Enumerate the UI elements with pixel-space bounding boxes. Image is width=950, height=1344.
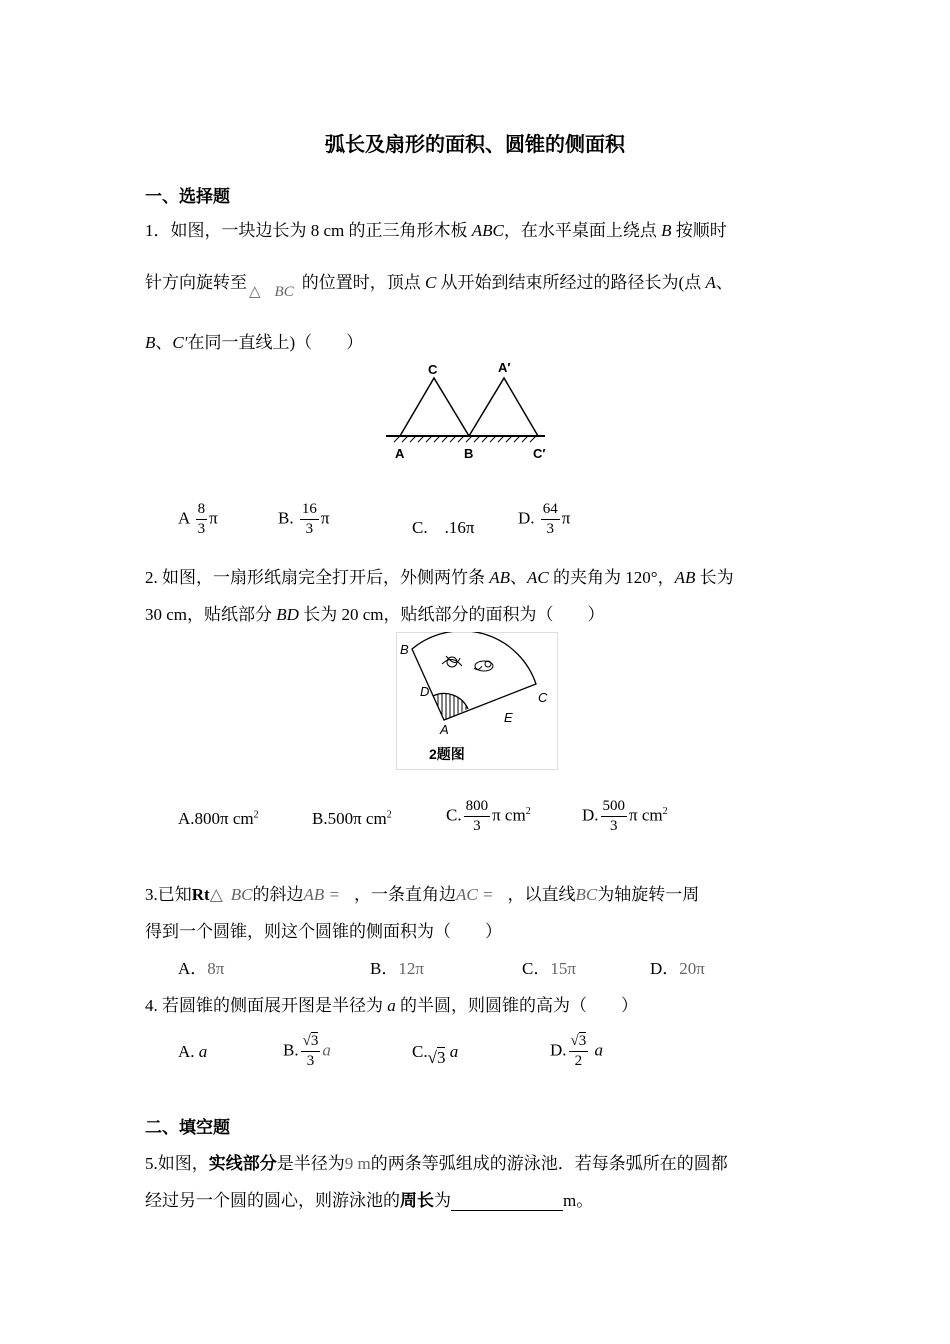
q2-label-c: C xyxy=(538,690,548,705)
q1-text: 1．如图，一块边长为 8 cm 的正三角形木板 xyxy=(145,221,472,240)
q4-text: 4. 若圆锥的侧面展开图是半径为 xyxy=(145,996,388,1015)
q1-option-b-fraction xyxy=(300,500,319,539)
q1-triangle-bc: BC xyxy=(274,284,294,300)
q3-rt: Rt xyxy=(191,885,210,904)
q4-a: a xyxy=(322,1040,331,1060)
q3-text: 3.已知 xyxy=(145,885,192,904)
superscript-2: 2 xyxy=(253,809,259,821)
q3-option-d-value: 20π xyxy=(679,959,705,978)
q5-bold-perimeter: 周长 xyxy=(400,1191,434,1210)
q2-line1 xyxy=(145,563,734,588)
q1-label-a-prime: A′ xyxy=(498,360,511,375)
fraction-numerator: 8 xyxy=(196,500,208,520)
q2-ab: AB xyxy=(489,568,511,587)
q5-text: 为 xyxy=(434,1191,451,1210)
fraction-numerator: 800 xyxy=(464,797,491,817)
q1-sep: 、 xyxy=(155,333,173,352)
q1-option-a-fraction xyxy=(196,500,208,539)
q3-bc: BC xyxy=(575,885,598,904)
q2-option-c xyxy=(446,797,531,836)
q1-figure xyxy=(380,358,555,468)
q1-triangle-rotated xyxy=(469,378,538,436)
q5-line1 xyxy=(145,1149,728,1174)
q3-ab-eq: AB = xyxy=(303,885,341,904)
q2-line2 xyxy=(145,600,604,625)
q2-sep: 、 xyxy=(510,568,528,587)
q1-option-d xyxy=(518,500,570,539)
q1-option-a-label: A xyxy=(178,508,190,528)
q4-option-d-label: D. xyxy=(550,1040,567,1060)
q3-option-b-value: 12π xyxy=(398,959,424,978)
q1-c: C xyxy=(424,273,437,292)
fraction-numerator xyxy=(301,1032,321,1052)
q3-text: 的斜边 xyxy=(252,885,304,904)
q3-option-a xyxy=(178,954,224,979)
q2-label-a: A xyxy=(440,722,449,737)
q5-unit: m。 xyxy=(563,1191,594,1210)
superscript-2: 2 xyxy=(386,809,392,821)
q2-option-d-label: D. xyxy=(582,805,599,825)
q4-text: 的半圆，则圆锥的高为（ ） xyxy=(395,996,638,1015)
q2-option-d xyxy=(582,797,668,836)
q1-c-prime: C′ xyxy=(172,333,188,352)
q2-text: 2. 如图，一扇形纸扇完全打开后，外侧两竹条 xyxy=(145,568,490,587)
superscript-2: 2 xyxy=(525,805,531,817)
q2-figure xyxy=(396,632,558,770)
q1-text: 的位置时，顶点 xyxy=(301,273,425,292)
q1-option-d-fraction xyxy=(541,500,560,539)
q3-option-c-value: 15π xyxy=(550,959,576,978)
fraction-denominator: 3 xyxy=(546,521,555,537)
q2-ab: AB xyxy=(674,568,696,587)
q1-label-b: B xyxy=(464,446,474,461)
q1-sep: 、 xyxy=(715,273,733,292)
q1-line2 xyxy=(145,268,733,300)
q2-figure-caption: 2题图 xyxy=(429,746,465,762)
q2-option-d-fraction xyxy=(601,797,628,836)
pi-symbol: π xyxy=(320,508,330,528)
q2-text: 长为 xyxy=(695,568,734,587)
q1-option-c: C. .16π xyxy=(412,518,475,537)
q3-option-c xyxy=(522,954,576,979)
q1-a: A xyxy=(705,273,716,292)
superscript-2: 2 xyxy=(662,805,668,817)
sqrt-icon: √ xyxy=(427,1048,437,1067)
q2-text: 长为 20 cm，贴纸部分的面积为（ ） xyxy=(298,605,605,624)
q3-option-b-label: B． xyxy=(370,959,399,978)
section-heading-fill: 二、填空题 xyxy=(145,1118,230,1137)
fraction-denominator: 3 xyxy=(473,818,481,834)
q3-text: ，以直线 xyxy=(507,885,576,904)
q1-b: B xyxy=(661,221,672,240)
q1-label-c-prime: C′ xyxy=(533,446,546,461)
fraction-numerator: 500 xyxy=(601,797,628,817)
q2-option-c-fraction xyxy=(464,797,491,836)
q2-option-a xyxy=(178,809,259,829)
q1-label-a: A xyxy=(395,446,405,461)
q5-line2 xyxy=(145,1186,593,1211)
q4-option-d xyxy=(550,1032,603,1071)
pi-symbol: π xyxy=(209,508,218,528)
q4-option-c-label: C. xyxy=(412,1042,428,1061)
radicand: 3 xyxy=(578,1033,587,1049)
q3-option-b xyxy=(370,954,424,979)
pi-cm: π cm xyxy=(629,805,663,825)
q3-ac-eq: AC = xyxy=(456,885,494,904)
q4-option-b-label: B. xyxy=(283,1040,299,1060)
q3-line2: 得到一个圆锥，则这个圆锥的侧面积为（ ） xyxy=(145,922,502,941)
fraction-numerator: 64 xyxy=(541,500,560,520)
q4-a: a xyxy=(198,1042,208,1061)
q4-option-d-fraction xyxy=(569,1032,589,1071)
q4-option-b-fraction xyxy=(301,1032,321,1071)
q3-option-a-label: A． xyxy=(178,959,208,978)
q3-text: ，一条直角边 xyxy=(354,885,457,904)
q1-triangle-abc xyxy=(400,378,469,436)
pi-cm: π cm xyxy=(492,805,526,825)
q2-option-c-label: C. xyxy=(446,805,462,825)
q4-option-a xyxy=(178,1042,207,1062)
fraction-numerator: 16 xyxy=(300,500,319,520)
q1-text: 针方向旋转至 xyxy=(145,273,247,292)
q3-option-d-label: D． xyxy=(650,959,680,978)
q4-option-c xyxy=(412,1042,459,1067)
sqrt-icon: √ xyxy=(570,1033,579,1049)
q2-fan-decoration xyxy=(442,656,493,671)
section-heading-choice: 一、选择题 xyxy=(145,187,230,206)
q2-label-e: E xyxy=(504,710,513,725)
q3-option-d xyxy=(650,954,705,979)
q1-abc: ABC xyxy=(471,221,504,240)
q1-option-b-label: B. xyxy=(278,508,294,528)
q1-text: ，在水平桌面上绕点 xyxy=(503,221,662,240)
q5-text: 经过另一个圆的圆心，则游泳池的 xyxy=(145,1191,400,1210)
q2-option-a-label: A.800π cm xyxy=(178,809,254,828)
q5-text: 的两条等弧组成的游泳池．若每条弧所在的圆都 xyxy=(370,1154,728,1173)
q2-option-b xyxy=(312,809,392,829)
sqrt-icon: √ xyxy=(302,1033,311,1049)
radicand: 3 xyxy=(310,1033,319,1049)
q2-label-d: D xyxy=(420,684,430,699)
fraction-denominator: 3 xyxy=(306,1053,315,1069)
q3-triangle-symbol: △ xyxy=(209,885,223,904)
q1-option-a xyxy=(178,500,218,539)
q3-triangle-bc: BC xyxy=(230,885,253,904)
q2-option-b-label: B.500π cm xyxy=(312,809,387,828)
q1-text: 按顺时 xyxy=(671,221,727,240)
q4-a: a xyxy=(594,1040,604,1060)
q4-line1 xyxy=(145,991,638,1016)
q5-radius: 9 m xyxy=(344,1154,371,1173)
q1-b: B xyxy=(145,333,156,352)
q2-figure-frame xyxy=(397,633,558,770)
fraction-denominator: 3 xyxy=(197,521,206,537)
q2-bd: BD xyxy=(276,605,299,624)
q1-option-b xyxy=(278,500,329,539)
q5-answer-blank[interactable] xyxy=(451,1194,563,1211)
q4-a: a xyxy=(387,996,396,1015)
q1-label-c: C xyxy=(428,362,438,377)
q1-text: 在同一直线上)（ ） xyxy=(187,333,364,352)
q2-label-b: B xyxy=(400,642,409,657)
q2-fan-outline xyxy=(412,632,536,720)
q1-option-d-label: D. xyxy=(518,508,535,528)
pi-symbol: π xyxy=(561,508,571,528)
q2-text: 的夹角为 120°， xyxy=(548,568,675,587)
fraction-denominator: 3 xyxy=(610,818,618,834)
fraction-numerator xyxy=(569,1032,589,1052)
q4-option-b xyxy=(283,1032,331,1071)
q5-text: 是半径为 xyxy=(276,1154,345,1173)
page-title: 弧长及扇形的面积、圆锥的侧面积 xyxy=(325,134,625,156)
q1-triangle-symbol: △ xyxy=(249,284,261,300)
q3-line1 xyxy=(145,880,699,905)
q3-option-c-label: C． xyxy=(522,959,551,978)
q4-option-a-label: A. xyxy=(178,1042,195,1061)
fraction-denominator: 2 xyxy=(574,1053,583,1069)
q2-ac: AC xyxy=(527,568,549,587)
q5-text: 5.如图， xyxy=(145,1154,209,1173)
radicand: 3 xyxy=(436,1048,446,1067)
q4-a: a xyxy=(449,1042,459,1061)
q1-line3 xyxy=(145,328,363,353)
q2-text: 30 cm，贴纸部分 xyxy=(145,605,277,624)
q1-text: 从开始到结束所经过的路径长为(点 xyxy=(436,273,706,292)
q1-line1 xyxy=(145,216,727,241)
q3-option-a-value: 8π xyxy=(207,959,225,978)
q3-text: 为轴旋转一周 xyxy=(597,885,700,904)
fraction-denominator: 3 xyxy=(305,521,314,537)
q5-bold-solid-part: 实线部分 xyxy=(208,1154,277,1173)
